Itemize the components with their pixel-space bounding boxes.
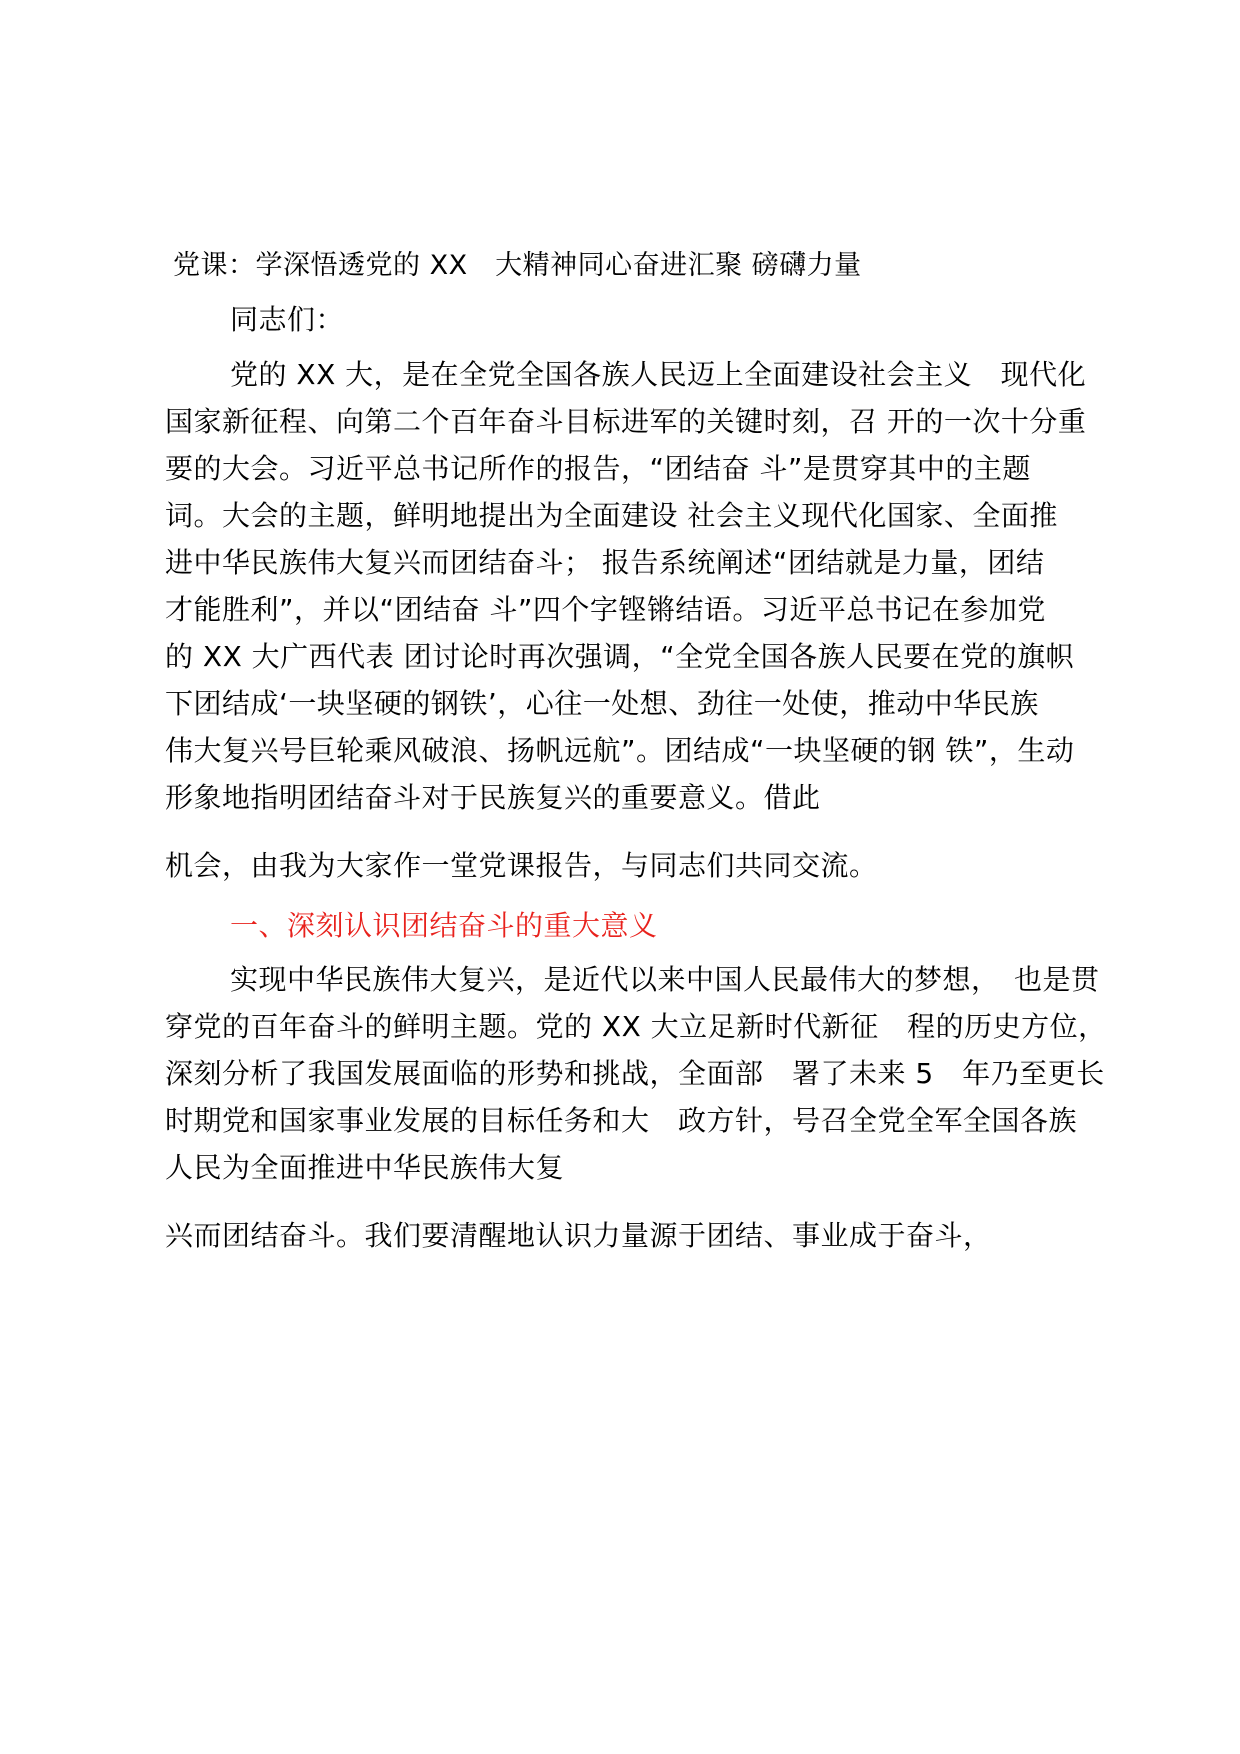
paragraph-line: 词。大会的主题，鲜明地提出为全面建设 社会主义现代化国家、全面推	[165, 499, 1058, 532]
paragraph-line: 兴而团结奋斗。我们要清醒地认识力量源于团结、事业成于奋斗，	[165, 1219, 992, 1252]
paragraph-line: 穿党的百年奋斗的鲜明主题。党的 XX 大立足新时代新征 程的历史方位，	[165, 1010, 1107, 1043]
paragraph-line: 实现中华民族伟大复兴，是近代以来中国人民最伟大的梦想， 也是贯	[230, 963, 1100, 996]
section-heading: 一、深刻认识团结奋斗的重大意义	[230, 909, 658, 942]
paragraph-line: 下团结成‘一块坚硬的钢铁’，心往一处想、劲往一处使，推动中华民族	[165, 687, 1039, 720]
paragraph-line: 进中华民族伟大复兴而团结奋斗； 报告系统阐述“团结就是力量，团结	[165, 546, 1045, 579]
paragraph-line: 人民为全面推进中华民族伟大复	[165, 1151, 565, 1184]
paragraph-line: 时期党和国家事业发展的目标任务和大 政方针，号召全党全军全国各族	[165, 1104, 1078, 1137]
paragraph-line: 要的大会。习近平总书记所作的报告，“团结奋 斗”是贯穿其中的主题	[165, 452, 1031, 485]
document-title: 党课：学深悟透党的 XX 大精神同心奋进汇聚 磅礴力量	[173, 250, 862, 281]
paragraph-line: 机会，由我为大家作一堂党课报告，与同志们共同交流。	[165, 849, 878, 882]
paragraph-line: 伟大复兴号巨轮乘风破浪、扬帆远航”。团结成“一块坚硬的钢 铁”，生动	[165, 734, 1075, 767]
paragraph-line: 深刻分析了我国发展面临的形势和挑战，全面部 署了未来 5 年乃至更长	[165, 1057, 1105, 1090]
salutation: 同志们：	[230, 303, 345, 336]
paragraph-line: 党的 XX 大，是在全党全国各族人民迈上全面建设社会主义 现代化	[230, 358, 1087, 391]
paragraph-line: 才能胜利”，并以“团结奋 斗”四个字铿锵结语。习近平总书记在参加党	[165, 593, 1046, 626]
paragraph-line: 国家新征程、向第二个百年奋斗目标进军的关键时刻，召 开的一次十分重	[165, 405, 1087, 438]
paragraph-line: 形象地指明团结奋斗对于民族复兴的重要意义。借此	[165, 781, 821, 814]
paragraph-line: 的 XX 大广西代表 团讨论时再次强调，“全党全国各族人民要在党的旗帜	[165, 640, 1075, 673]
